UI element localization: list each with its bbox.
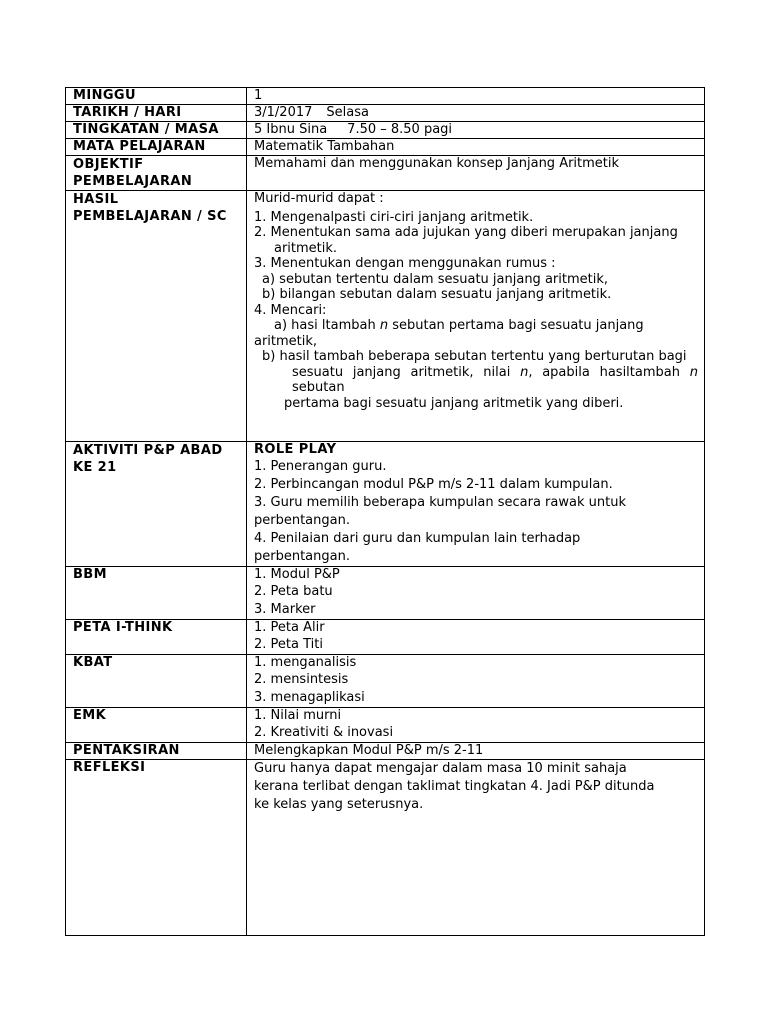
kbat-item-2: 2. mensintesis (254, 672, 349, 687)
hasil-intro: Murid-murid dapat : (254, 191, 384, 206)
hasil-content (247, 191, 705, 442)
row-pentaksiran (66, 743, 705, 760)
peta-item-2: 2. Peta Titi (254, 637, 323, 652)
aktiviti-label-line1: AKTIVITI P&P ABAD (73, 443, 223, 458)
hasil-item-4a1-var: n (379, 318, 389, 333)
hasil-item-4a2: aritmetik, (254, 333, 318, 349)
hasil-item-4b2 (254, 365, 698, 396)
row-minggu (66, 88, 705, 105)
hasil-item-3: 3. Menentukan dengan menggunakan rumus : (254, 256, 556, 271)
row-bbm (66, 567, 705, 620)
emk-item-1: 1. Nilai murni (254, 708, 342, 723)
bbm-item-2: 2. Peta batu (254, 584, 333, 599)
tarikh-label: TARIKH / HARI (66, 105, 247, 122)
pentaksiran-value: Melengkapkan Modul P&P m/s 2-11 (247, 743, 705, 760)
tarikh-value (247, 105, 705, 122)
emk-label: EMK (66, 708, 247, 743)
hasil-item-4b1: b) hasil tambah beberapa sebutan tertentu yang berturutan bagi (262, 349, 687, 364)
bbm-label: BBM (66, 567, 247, 620)
hasil-item-3b: b) bilangan sebutan dalam sesuatu janjang aritmetik. (262, 287, 612, 302)
peta-content (247, 620, 705, 655)
emk-item-2: 2. Kreativiti & inovasi (254, 725, 394, 740)
row-refleksi (66, 760, 705, 936)
aktiviti-heading: ROLE PLAY (254, 442, 337, 457)
row-mata-pelajaran (66, 139, 705, 156)
row-emk (66, 708, 705, 743)
hasil-label-line2: PEMBELAJARAN / SC (73, 209, 227, 224)
aktiviti-label (66, 442, 247, 567)
row-peta (66, 620, 705, 655)
bbm-content (247, 567, 705, 620)
objektif-label (66, 156, 247, 191)
kbat-content (247, 655, 705, 708)
hasil-item-2a: 2. Menentukan sama ada jujukan yang diberi merupakan janjang (254, 225, 678, 240)
tarikh-day: Selasa (326, 105, 369, 120)
mata-pelajaran-value: Matematik Tambahan (247, 139, 705, 156)
aktiviti-item-2: 2. Perbincangan modul P&P m/s 2-11 dalam kumpulan. (254, 477, 613, 492)
objektif-label-line2: PEMBELAJARAN (73, 174, 193, 189)
hasil-item-4b2-var1: n (520, 364, 529, 380)
row-aktiviti (66, 442, 705, 567)
aktiviti-content (247, 442, 705, 567)
hasil-item-3a: a) sebutan tertentu dalam sesuatu janjang aritmetik, (262, 271, 608, 287)
hasil-item-1: 1. Mengenalpasti ciri-ciri janjang aritmetik. (254, 209, 534, 225)
hasil-item-4b3: pertama bagi sesuatu janjang aritmetik yang diberi. (284, 395, 624, 411)
peta-label: PETA I-THINK (66, 620, 247, 655)
row-tingkatan (66, 122, 705, 139)
aktiviti-item-1: 1. Penerangan guru. (254, 459, 387, 474)
hasil-item-4b2-var2: n (689, 364, 698, 380)
aktiviti-item-4a: 4. Penilaian dari guru dan kumpulan lain terhadap (254, 531, 581, 546)
bbm-item-1: 1. Modul P&P (254, 567, 340, 582)
minggu-value: 1 (247, 88, 705, 105)
hasil-item-4a1-post: sebutan pertama bagi sesuatu janjang (388, 318, 644, 333)
emk-content (247, 708, 705, 743)
hasil-item-2b: aritmetik. (274, 240, 338, 256)
kbat-label: KBAT (66, 655, 247, 708)
tingkatan-time: 7.50 – 8.50 pagi (347, 122, 453, 137)
tingkatan-value (247, 122, 705, 139)
bbm-item-3: 3. Marker (254, 602, 316, 617)
hasil-item-4: 4. Mencari: (254, 302, 327, 318)
aktiviti-item-3b: perbentangan. (254, 513, 350, 528)
aktiviti-item-4b: perbentangan. (254, 549, 350, 564)
row-hasil (66, 191, 705, 442)
row-tarikh (66, 105, 705, 122)
tingkatan-label: TINGKATAN / MASA (66, 122, 247, 139)
pentaksiran-label: PENTAKSIRAN (66, 743, 247, 760)
tarikh-date: 3/1/2017 (254, 105, 313, 120)
refleksi-line-2: kerana terlibat dengan taklimat tingkatan 4. Jadi P&P ditunda (254, 779, 655, 794)
minggu-label: MINGGU (66, 88, 247, 105)
row-kbat (66, 655, 705, 708)
kbat-item-3: 3. menagaplikasi (254, 690, 365, 705)
refleksi-label: REFLEKSI (66, 760, 247, 936)
lesson-plan-table (65, 87, 705, 936)
refleksi-content (247, 760, 705, 936)
hasil-item-4b2-mid: , apabila hasiltambah (528, 364, 690, 380)
mata-pelajaran-label: MATA PELAJARAN (66, 139, 247, 156)
hasil-item-4a1 (254, 318, 698, 334)
aktiviti-label-line2: KE 21 (73, 460, 117, 475)
row-objektif (66, 156, 705, 191)
hasil-label (66, 191, 247, 442)
objektif-label-line1: OBJEKTIF (73, 157, 144, 172)
hasil-item-4a1-pre: a) hasi ltambah (274, 318, 380, 333)
refleksi-line-1: Guru hanya dapat mengajar dalam masa 10 minit sahaja (254, 761, 627, 776)
objektif-value: Memahami dan menggunakan konsep Janjang Aritmetik (247, 156, 705, 191)
peta-item-1: 1. Peta Alir (254, 620, 325, 635)
hasil-item-4b2-pre: sesuatu janjang aritmetik, nilai (292, 364, 521, 380)
tingkatan-class: 5 Ibnu Sina (254, 122, 328, 137)
refleksi-line-3: ke kelas yang seterusnya. (254, 797, 424, 812)
hasil-label-line1: HASIL (73, 192, 119, 207)
kbat-item-1: 1. menganalisis (254, 655, 357, 670)
hasil-item-4b2-post: sebutan (292, 380, 345, 395)
aktiviti-item-3a: 3. Guru memilih beberapa kumpulan secara rawak untuk (254, 495, 626, 510)
